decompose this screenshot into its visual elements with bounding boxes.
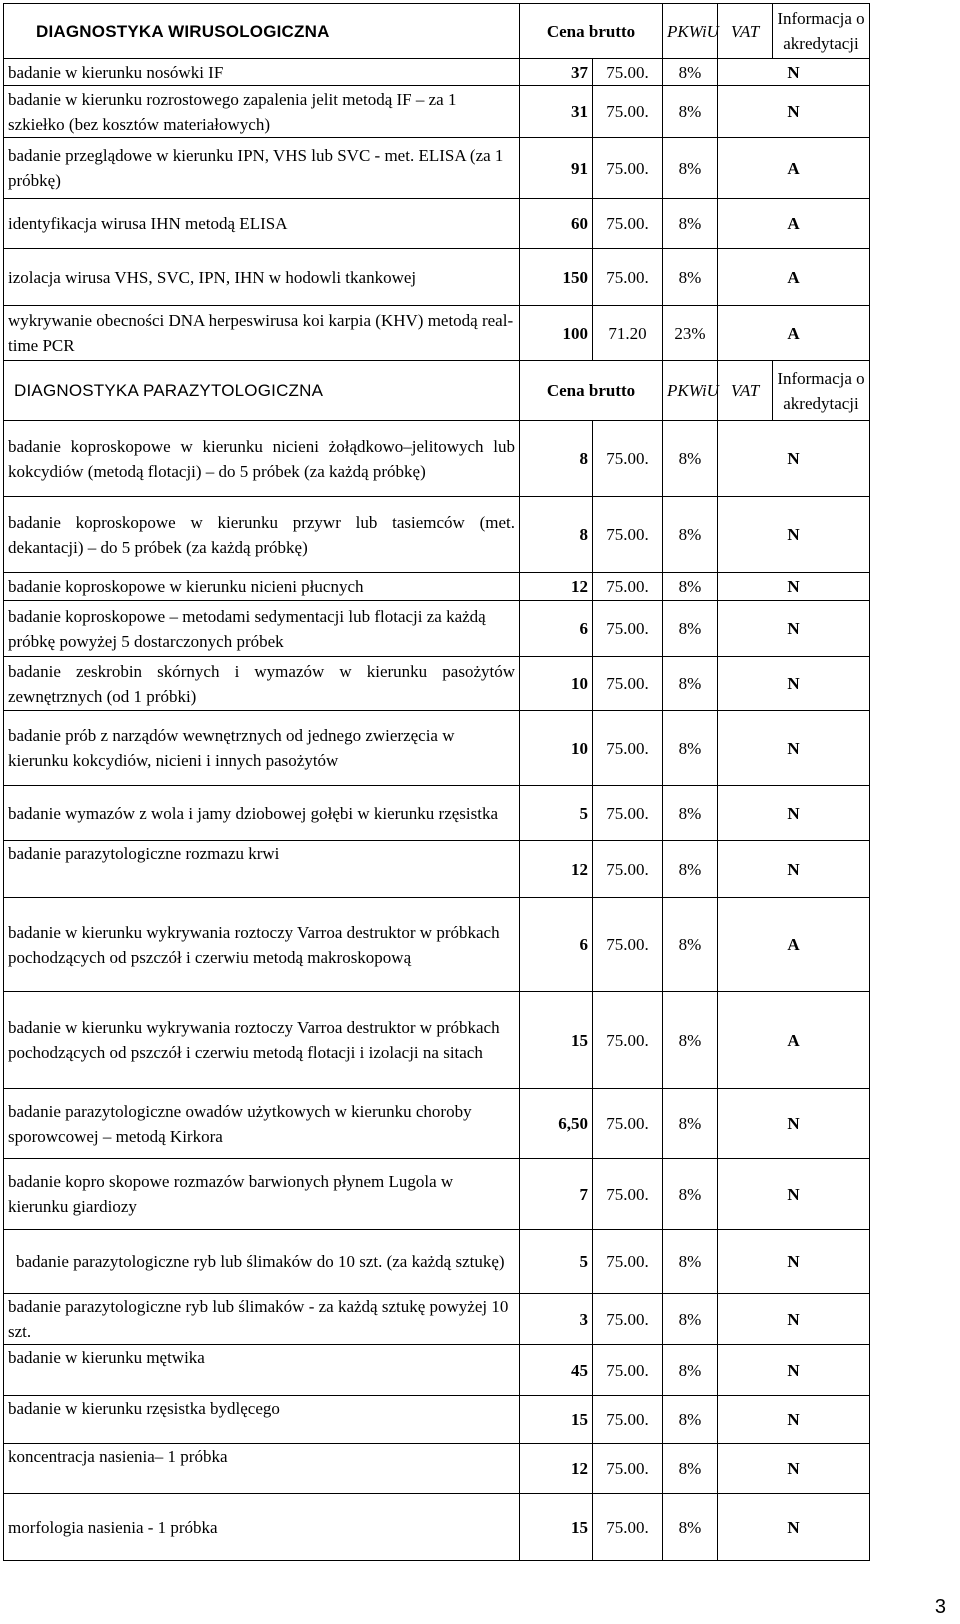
test-description: badanie w kierunku wykrywania roztoczy Varroa destruktor w próbkach pochodzących od pszczół i czerwiu metodą makroskopową: [4, 898, 520, 992]
vat-value: 8%: [663, 601, 718, 657]
price-value: 10: [520, 657, 593, 711]
vat-value: 8%: [663, 657, 718, 711]
price-value: 91: [520, 138, 593, 199]
vat-value: 8%: [663, 898, 718, 992]
test-description: badanie w kierunku mętwika: [4, 1345, 520, 1396]
price-value: 15: [520, 1396, 593, 1444]
pkwiu-value: 75.00.: [593, 1396, 663, 1444]
pkwiu-value: 75.00.: [593, 1089, 663, 1159]
vat-value: 8%: [663, 86, 718, 138]
accreditation-value: N: [718, 86, 870, 138]
parasitology-price-table: [3, 360, 870, 1561]
price-value: 8: [520, 421, 593, 497]
vat-value: 8%: [663, 1494, 718, 1561]
price-value: 15: [520, 1494, 593, 1561]
pkwiu-value: 75.00.: [593, 1494, 663, 1561]
table-row: [4, 786, 870, 841]
header-vat: VAT: [718, 4, 773, 59]
test-description: badanie koproskopowe w kierunku nicieni żołądkowo–jelitowych lub kokcydiów (metodą flotacji) – do 5 próbek (za każdą próbkę): [4, 421, 520, 497]
test-description: koncentracja nasienia– 1 próbka: [4, 1444, 520, 1494]
pkwiu-value: 75.00.: [593, 1345, 663, 1396]
table-row: [4, 711, 870, 786]
table-row: [4, 249, 870, 306]
section-title: DIAGNOSTYKA WIRUSOLOGICZNA: [4, 4, 520, 59]
section-header-row: [4, 361, 870, 421]
pkwiu-value: 75.00.: [593, 573, 663, 601]
accreditation-value: N: [718, 786, 870, 841]
vat-value: 8%: [663, 249, 718, 306]
accreditation-value: A: [718, 992, 870, 1089]
accreditation-value: A: [718, 898, 870, 992]
vat-value: 8%: [663, 1230, 718, 1294]
accreditation-value: N: [718, 1230, 870, 1294]
vat-value: 8%: [663, 992, 718, 1089]
price-value: 7: [520, 1159, 593, 1230]
vat-value: 8%: [663, 1396, 718, 1444]
test-description: wykrywanie obecności DNA herpeswirusa koi karpia (KHV) metodą real-time PCR: [4, 306, 520, 361]
test-description: badanie zeskrobin skórnych i wymazów w kierunku pasożytów zewnętrznych (od 1 próbki): [4, 657, 520, 711]
vat-value: 8%: [663, 841, 718, 898]
price-value: 6: [520, 898, 593, 992]
vat-value: 8%: [663, 138, 718, 199]
header-price: Cena brutto: [520, 4, 663, 59]
test-description: badanie parazytologiczne rozmazu krwi: [4, 841, 520, 898]
table-row: [4, 1294, 870, 1345]
accreditation-value: N: [718, 1494, 870, 1561]
accreditation-value: N: [718, 841, 870, 898]
test-description: badanie kopro skopowe rozmazów barwionych płynem Lugola w kierunku giardiozy: [4, 1159, 520, 1230]
pkwiu-value: 75.00.: [593, 249, 663, 306]
vat-value: 8%: [663, 59, 718, 86]
test-description: badanie przeglądowe w kierunku IPN, VHS lub SVC - met. ELISA (za 1 próbkę): [4, 138, 520, 199]
vat-value: 8%: [663, 1294, 718, 1345]
accreditation-value: N: [718, 1396, 870, 1444]
pkwiu-value: 75.00.: [593, 421, 663, 497]
accreditation-value: N: [718, 1345, 870, 1396]
price-value: 31: [520, 86, 593, 138]
table-row: [4, 199, 870, 249]
table-row: [4, 898, 870, 992]
pkwiu-value: 75.00.: [593, 992, 663, 1089]
pkwiu-value: 75.00.: [593, 657, 663, 711]
pkwiu-value: 75.00.: [593, 841, 663, 898]
vat-value: 8%: [663, 1345, 718, 1396]
table-row: [4, 1159, 870, 1230]
accreditation-value: A: [718, 306, 870, 361]
accreditation-value: N: [718, 1089, 870, 1159]
pkwiu-value: 75.00.: [593, 59, 663, 86]
test-description: badanie prób z narządów wewnętrznych od jednego zwierzęcia w kierunku kokcydiów, nicieni i innych pasożytów: [4, 711, 520, 786]
price-value: 8: [520, 497, 593, 573]
table-row: [4, 86, 870, 138]
header-vat: VAT: [718, 361, 773, 421]
vat-value: 8%: [663, 1444, 718, 1494]
header-price: Cena brutto: [520, 361, 663, 421]
price-value: 37: [520, 59, 593, 86]
header-pkwiu: PKWiU: [663, 361, 718, 421]
pkwiu-value: 75.00.: [593, 86, 663, 138]
table-row: [4, 497, 870, 573]
accreditation-value: A: [718, 138, 870, 199]
vat-value: 23%: [663, 306, 718, 361]
price-value: 45: [520, 1345, 593, 1396]
header-accreditation: Informacja o akredytacji: [773, 361, 870, 421]
test-description: badanie w kierunku rzęsistka bydlęcego: [4, 1396, 520, 1444]
pkwiu-value: 75.00.: [593, 898, 663, 992]
price-value: 60: [520, 199, 593, 249]
table-row: [4, 59, 870, 86]
accreditation-value: N: [718, 573, 870, 601]
accreditation-value: N: [718, 657, 870, 711]
table-row: [4, 1089, 870, 1159]
accreditation-value: N: [718, 1159, 870, 1230]
test-description: identyfikacja wirusa IHN metodą ELISA: [4, 199, 520, 249]
price-value: 15: [520, 992, 593, 1089]
pkwiu-value: 75.00.: [593, 497, 663, 573]
vat-value: 8%: [663, 1159, 718, 1230]
pkwiu-value: 75.00.: [593, 1444, 663, 1494]
vat-value: 8%: [663, 497, 718, 573]
page-number: 3: [934, 1596, 946, 1618]
test-description: badanie koproskopowe w kierunku nicieni płucnych: [4, 573, 520, 601]
test-description: badanie w kierunku wykrywania roztoczy Varroa destruktor w próbkach pochodzących od pszczół i czerwiu metodą flotacji i izolacji na sitach: [4, 992, 520, 1089]
pkwiu-value: 71.20: [593, 306, 663, 361]
pkwiu-value: 75.00.: [593, 601, 663, 657]
section-header-row: [4, 4, 870, 59]
table-row: [4, 138, 870, 199]
header-accreditation: Informacja o akredytacji: [773, 4, 870, 59]
table-row: [4, 657, 870, 711]
test-description: badanie parazytologiczne owadów użytkowych w kierunku choroby sporowcowej – metodą Kirkora: [4, 1089, 520, 1159]
vat-value: 8%: [663, 786, 718, 841]
pkwiu-value: 75.00.: [593, 138, 663, 199]
accreditation-value: A: [718, 249, 870, 306]
table-row: [4, 573, 870, 601]
test-description: badanie koproskopowe – metodami sedymentacji lub flotacji za każdą próbkę powyżej 5 dostarczonych próbek: [4, 601, 520, 657]
price-value: 6: [520, 601, 593, 657]
table-row: [4, 1444, 870, 1494]
test-description: badanie parazytologiczne ryb lub ślimaków do 10 szt. (za każdą sztukę): [4, 1230, 520, 1294]
accreditation-value: N: [718, 59, 870, 86]
test-description: morfologia nasienia - 1 próbka: [4, 1494, 520, 1561]
test-description: badanie w kierunku nosówki IF: [4, 59, 520, 86]
table-row: [4, 1494, 870, 1561]
price-value: 12: [520, 1444, 593, 1494]
pkwiu-value: 75.00.: [593, 1159, 663, 1230]
accreditation-value: N: [718, 601, 870, 657]
pkwiu-value: 75.00.: [593, 786, 663, 841]
test-description: badanie wymazów z wola i jamy dziobowej gołębi w kierunku rzęsistka: [4, 786, 520, 841]
vat-value: 8%: [663, 421, 718, 497]
price-value: 6,50: [520, 1089, 593, 1159]
vat-value: 8%: [663, 711, 718, 786]
table-row: [4, 841, 870, 898]
price-value: 12: [520, 573, 593, 601]
table-row: [4, 992, 870, 1089]
vat-value: 8%: [663, 573, 718, 601]
test-description: badanie parazytologiczne ryb lub ślimaków - za każdą sztukę powyżej 10 szt.: [4, 1294, 520, 1345]
table-row: [4, 601, 870, 657]
price-value: 12: [520, 841, 593, 898]
price-value: 5: [520, 786, 593, 841]
header-pkwiu: PKWiU: [663, 4, 718, 59]
virology-price-table: [3, 3, 870, 361]
table-row: [4, 1345, 870, 1396]
price-value: 10: [520, 711, 593, 786]
price-value: 5: [520, 1230, 593, 1294]
accreditation-value: N: [718, 497, 870, 573]
vat-value: 8%: [663, 199, 718, 249]
table-row: [4, 1396, 870, 1444]
price-value: 3: [520, 1294, 593, 1345]
table-row: [4, 1230, 870, 1294]
pkwiu-value: 75.00.: [593, 1230, 663, 1294]
accreditation-value: N: [718, 1444, 870, 1494]
pkwiu-value: 75.00.: [593, 199, 663, 249]
section-title: DIAGNOSTYKA PARAZYTOLOGICZNA: [4, 361, 520, 421]
vat-value: 8%: [663, 1089, 718, 1159]
pkwiu-value: 75.00.: [593, 711, 663, 786]
price-value: 150: [520, 249, 593, 306]
accreditation-value: N: [718, 421, 870, 497]
table-row: [4, 421, 870, 497]
test-description: badanie w kierunku rozrostowego zapalenia jelit metodą IF – za 1 szkiełko (bez kosztów materiałowych): [4, 86, 520, 138]
table-row: [4, 306, 870, 361]
accreditation-value: A: [718, 199, 870, 249]
accreditation-value: N: [718, 1294, 870, 1345]
test-description: badanie koproskopowe w kierunku przywr lub tasiemców (met. dekantacji) – do 5 próbek (za każdą próbkę): [4, 497, 520, 573]
pkwiu-value: 75.00.: [593, 1294, 663, 1345]
accreditation-value: N: [718, 711, 870, 786]
price-value: 100: [520, 306, 593, 361]
test-description: izolacja wirusa VHS, SVC, IPN, IHN w hodowli tkankowej: [4, 249, 520, 306]
